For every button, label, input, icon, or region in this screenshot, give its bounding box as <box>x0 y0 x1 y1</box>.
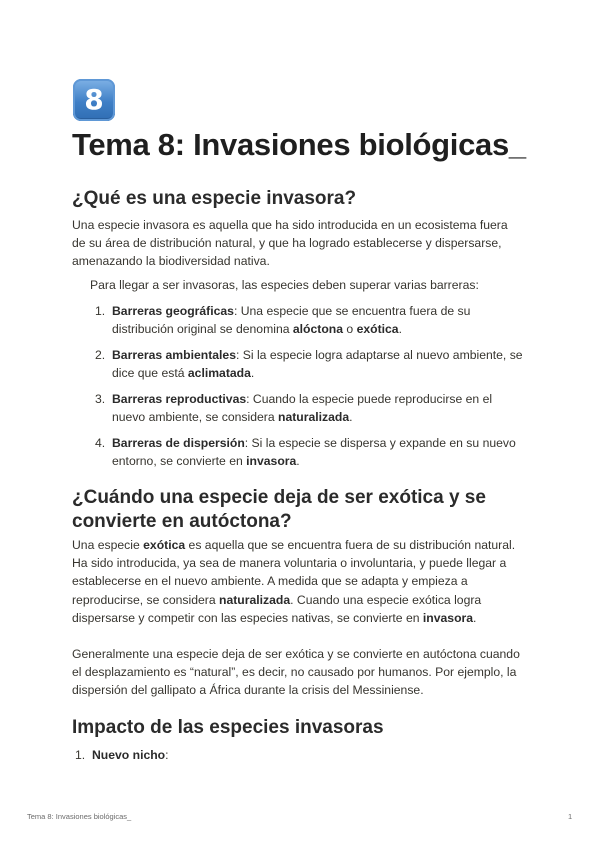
native-paragraph: Generalmente una especie deja de ser exótica y se convierte en autóctona cuando el desplazamiento es “natural”, es decir, no causado por humanos. Por ejemplo, la dispersión del gallipato a África durante la crisis del Messiniense. <box>72 647 520 698</box>
barrier-text: : Una especie que se encuentra fuera de su distribución original se denomina <box>112 304 471 337</box>
list-number: 3. <box>95 392 106 406</box>
barrier-text: : Cuando la especie puede reproducirse en el nuevo ambiente, se considera <box>112 392 493 425</box>
barrier-text: . <box>349 410 353 425</box>
exotic-paragraph <box>72 536 524 627</box>
list-item <box>72 434 527 470</box>
barrier-term: Barreras de dispersión <box>112 436 245 450</box>
barrier-bold: exótica <box>356 322 399 337</box>
bold-term: naturalizada <box>219 592 291 607</box>
barriers-list <box>72 302 527 478</box>
bold-term: invasora <box>422 610 474 625</box>
list-item <box>72 346 527 382</box>
page-number: 1 <box>568 812 573 821</box>
list-number: 1. <box>95 304 106 318</box>
impact-list <box>52 746 507 772</box>
list-number: 2. <box>95 348 106 362</box>
section-heading-invasive-species: ¿Qué es una especie invasora? <box>72 188 357 209</box>
text: Una especie <box>72 538 144 552</box>
text: . Cuando una especie exótica logra dispersarse y competir con las especies nativas, se convierte en <box>72 592 482 625</box>
list-item <box>52 746 507 764</box>
barrier-bold: naturalizada <box>278 410 350 425</box>
impact-term: Nuevo nicho <box>92 748 166 762</box>
barriers-intro: Para llegar a ser invasoras, las especies deben superar varias barreras: <box>90 278 479 292</box>
barrier-bold: aclimatada <box>187 366 251 381</box>
list-number: 4. <box>95 436 106 450</box>
barrier-bold: alóctona <box>292 322 344 337</box>
page-title: Tema 8: Invasiones biológicas_ <box>72 127 526 162</box>
barrier-text: . <box>398 322 402 337</box>
bold-term: exótica <box>143 538 186 552</box>
barrier-term: Barreras ambientales <box>112 348 236 362</box>
section-heading-impact: Impacto de las especies invasoras <box>72 717 384 738</box>
barrier-term: Barreras reproductivas <box>112 392 247 406</box>
impact-text: : <box>165 748 169 762</box>
barrier-text: : Si la especie se dispersa y expande en su nuevo entorno, se convierte en <box>112 436 516 469</box>
text: es aquella que se encuentra fuera de su distribución natural. Ha sido introducida, ya sea de manera voluntaria o involuntaria, y puede llegar a establecerse en el nuevo ambiente. A medida que se adapta y empieza a reproducirse, se considera <box>72 538 516 607</box>
barrier-text: . <box>250 366 255 381</box>
barrier-text: o <box>343 322 357 337</box>
text: . <box>473 610 477 625</box>
list-number: 1. <box>75 748 86 762</box>
barrier-bold: invasora <box>246 454 297 469</box>
list-item <box>72 302 527 338</box>
list-item <box>72 390 527 426</box>
footer-title: Tema 8: Invasiones biológicas_ <box>27 812 132 821</box>
barrier-text: . <box>296 454 300 469</box>
keycap-8-icon: 8 <box>73 79 115 121</box>
barrier-term: Barreras geográficas <box>112 304 234 318</box>
definition-paragraph: Una especie invasora es aquella que ha sido introducida en un ecosistema fuera de su área de distribución natural, y que ha logrado establecerse y dispersarse, amenazando la biodiversidad nativa. <box>72 218 508 269</box>
barrier-text: : Si la especie logra adaptarse al nuevo ambiente, se dice que está <box>112 348 523 381</box>
section-heading-exotic-to-native: ¿Cuándo una especie deja de ser exótica y se convierte en autóctona? <box>72 487 486 532</box>
